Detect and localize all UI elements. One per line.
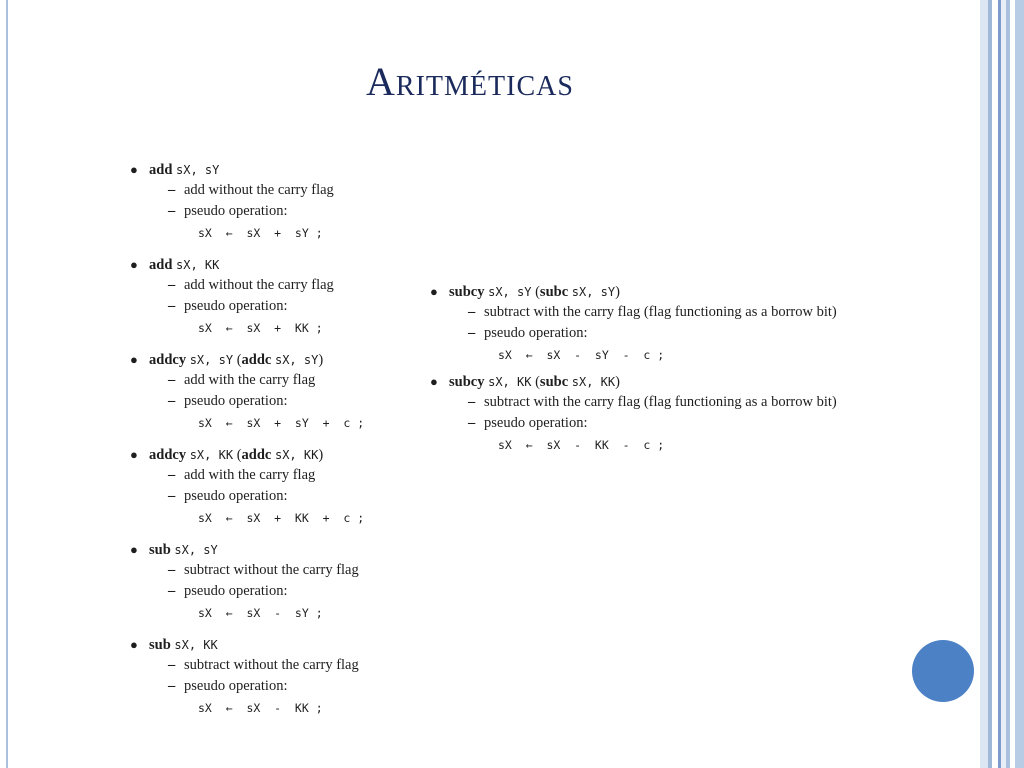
instruction-description: – subtract without the carry flag [130,560,364,581]
pseudo-operation-label: – pseudo operation: [430,323,837,344]
instruction-block [130,160,364,244]
instruction-name: add [149,257,173,273]
pseudo-operation-label: – pseudo operation: [130,201,364,222]
pseudo-operation-label: – pseudo operation: [130,391,364,412]
instruction-block [130,255,364,339]
instruction-name: sub [149,542,171,558]
instruction-name: subcy [449,374,485,390]
pseudo-code: sX ← sX - KK - c ; [498,438,665,452]
pseudo-code: sX ← sX - sY - c ; [498,348,665,362]
dash-icon: – [468,304,476,320]
instruction-header: ● addcy sX, sY (addc sX, sY) [130,352,324,368]
left-border-line [6,0,8,768]
instruction-alt-operands: sX, sY [274,353,319,367]
bullet-icon: ● [130,637,138,652]
instruction-block [130,540,364,624]
decorative-circle [912,640,974,702]
instruction-alt-operands: sX, KK [571,375,616,389]
slide-title: Aritméticas [366,59,574,104]
decorative-stripes [980,0,1024,768]
dash-icon: – [168,393,176,409]
instruction-name: subcy [449,284,485,300]
bullet-icon: ● [130,447,138,462]
pseudo-operation-label: – pseudo operation: [130,486,364,507]
instruction-operands: sX, KK [176,258,220,272]
instruction-block [130,350,364,434]
instruction-description: – add with the carry flag [130,370,364,391]
bullet-icon: ● [130,542,138,557]
instruction-header: ● subcy sX, KK (subc sX, KK) [430,374,620,390]
instruction-block [430,372,837,456]
instruction-operands: sX, sY [189,353,234,367]
pseudo-code: sX ← sX + sY + c ; [198,416,365,430]
bullet-icon: ● [430,284,438,299]
instruction-header [130,160,364,180]
instruction-alt-name: addc [241,352,272,368]
bullet-icon: ● [130,352,138,367]
dash-icon: – [168,467,176,483]
instruction-operands: sX, KK [189,448,234,462]
pseudo-code: sX ← sX + sY ; [198,226,323,240]
pseudo-operation-label: – pseudo operation: [130,581,364,602]
dash-icon: – [468,394,476,410]
dash-icon: – [168,203,176,219]
instruction-header: ● addcy sX, KK (addc sX, KK) [130,447,324,463]
instruction-operands: sX, sY [174,543,218,557]
instruction-description: – add with the carry flag [130,465,364,486]
pseudo-operation-label: – pseudo operation: [130,676,364,697]
instruction-description: – add without the carry flag [130,180,364,201]
bullet-icon: ● [130,162,138,177]
pseudo-code: sX ← sX - sY ; [198,606,323,620]
pseudo-code: sX ← sX + KK ; [198,321,323,335]
pseudo-operation-label: – pseudo operation: [430,413,837,434]
instruction-description: – subtract with the carry flag (flag functioning as a borrow bit) [430,392,837,413]
instruction-alt-operands: sX, KK [274,448,319,462]
dash-icon: – [168,182,176,198]
dash-icon: – [168,657,176,673]
instruction-alt-name: subc [539,374,569,390]
instruction-name: sub [149,637,171,653]
instruction-header [130,635,364,655]
dash-icon: – [468,415,476,431]
dash-icon: – [168,678,176,694]
instruction-header [130,540,364,560]
instruction-alt-name: subc [539,284,569,300]
instruction-block [130,445,364,529]
dash-icon: – [168,562,176,578]
left-column [130,160,364,730]
instruction-alt-operands: sX, sY [571,285,616,299]
instruction-description: – subtract without the carry flag [130,655,364,676]
instruction-operands: sX, sY [176,163,220,177]
instruction-name: addcy [149,447,187,463]
pseudo-code: sX ← sX - KK ; [198,701,323,715]
instruction-operands: sX, sY [488,285,532,299]
dash-icon: – [168,583,176,599]
instruction-alt-name: addc [241,447,272,463]
right-column [430,282,837,462]
dash-icon: – [468,325,476,341]
bullet-icon: ● [430,374,438,389]
instruction-operands: sX, KK [174,638,218,652]
instruction-header [130,255,364,275]
dash-icon: – [168,277,176,293]
instruction-operands: sX, KK [488,375,532,389]
dash-icon: – [168,298,176,314]
instruction-block [130,635,364,719]
pseudo-operation-label: – pseudo operation: [130,296,364,317]
bullet-icon: ● [130,257,138,272]
instruction-header: ● subcy sX, sY (subc sX, sY) [430,284,620,300]
instruction-block [430,282,837,366]
dash-icon: – [168,372,176,388]
pseudo-code: sX ← sX + KK + c ; [198,511,365,525]
instruction-name: addcy [149,352,187,368]
dash-icon: – [168,488,176,504]
instruction-name: add [149,162,173,178]
instruction-description: – subtract with the carry flag (flag functioning as a borrow bit) [430,302,837,323]
instruction-description: – add without the carry flag [130,275,364,296]
